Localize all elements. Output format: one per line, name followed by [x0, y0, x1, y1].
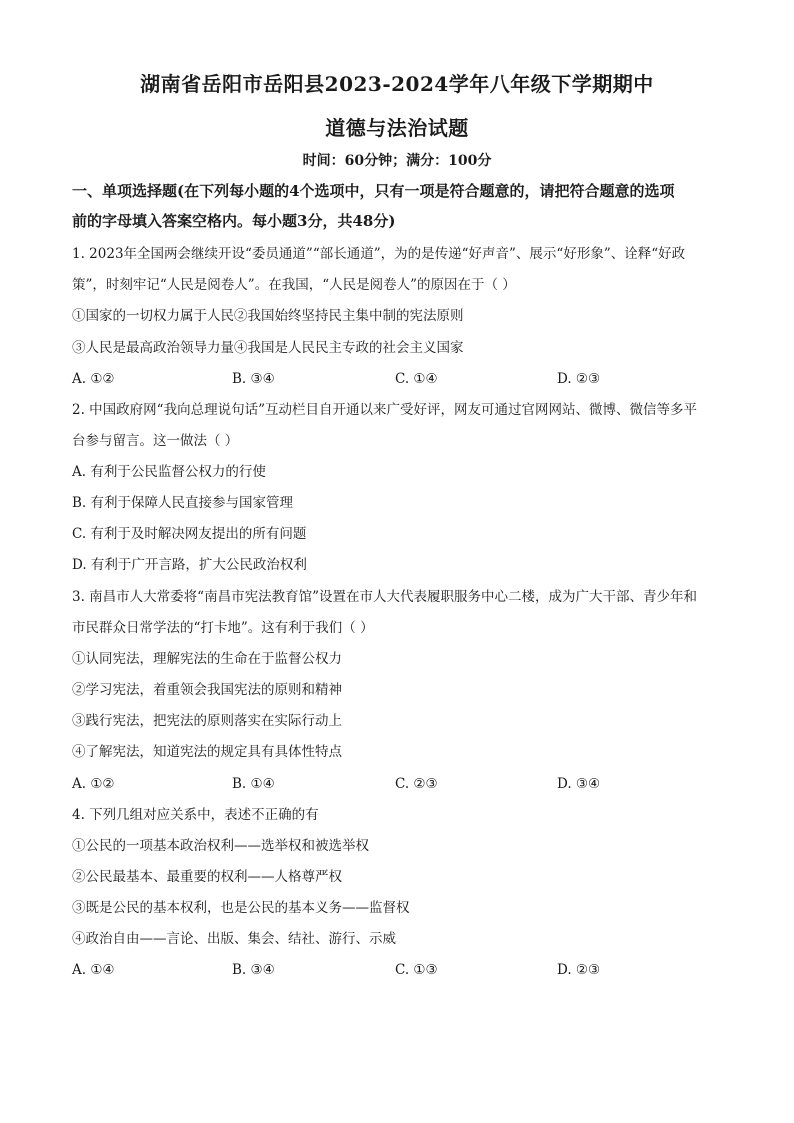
exam-title: 湖南省岳阳市岳阳县2023-2024学年八年级下学期期中: [140, 72, 654, 96]
question-1-option-b[interactable]: B. ③④: [232, 371, 275, 387]
time-and-score: 时间：60分钟；满分：100分: [302, 153, 492, 169]
question-3-option-d[interactable]: D. ③④: [557, 776, 601, 792]
question-1-statement: ③人民是最高政治领导力量④我国是人民民主专政的社会主义国家: [72, 340, 464, 356]
question-4-option-d[interactable]: D. ②③: [557, 962, 601, 978]
question-1-stem-cont: 策”，时刻牢记“人民是阅卷人”。在我国，“人民是阅卷人”的原因在于（ ）: [72, 277, 516, 293]
question-3-stem: 3. 南昌市人大常委将“南昌市宪法教育馆”设置在市人大代表履职服务中心二楼，成为广大干部、青少年和: [72, 589, 697, 605]
question-4-stem: 4. 下列几组对应关系中，表述不正确的有: [72, 807, 319, 823]
question-3-stem-cont: 市民群众日常学法的“打卡地”。这有利于我们（ ）: [72, 620, 374, 636]
question-4-statement: ③既是公民的基本权利，也是公民的基本义务——监督权: [72, 900, 410, 916]
question-4-option-b[interactable]: B. ③④: [232, 962, 275, 978]
question-1-option-d[interactable]: D. ②③: [557, 371, 601, 387]
exam-subject: 道德与法治试题: [325, 116, 469, 140]
question-1-statement: ①国家的一切权力属于人民②我国始终坚持民主集中制的宪法原则: [72, 308, 464, 324]
question-1-option-a[interactable]: A. ①②: [72, 371, 115, 387]
question-4-option-a[interactable]: A. ①④: [72, 962, 115, 978]
question-2-option-b[interactable]: B. 有利于保障人民直接参与国家管理: [72, 495, 294, 511]
question-4-statement: ②公民最基本、最重要的权利——人格尊严权: [72, 869, 342, 885]
question-2-stem-cont: 台参与留言。这一做法（ ）: [72, 433, 239, 449]
section-heading-cont: 前的字母填入答案空格内。每小题3分，共48分): [72, 212, 396, 230]
question-2-option-c[interactable]: C. 有利于及时解决网友提出的所有问题: [72, 526, 307, 542]
question-3-statement: ②学习宪法，着重领会我国宪法的原则和精神: [72, 682, 342, 698]
question-3-option-c[interactable]: C. ②③: [395, 776, 438, 792]
question-3-statement: ③践行宪法，把宪法的原则落实在实际行动上: [72, 713, 342, 729]
question-4-option-c[interactable]: C. ①③: [395, 962, 438, 978]
question-3-option-a[interactable]: A. ①②: [72, 776, 115, 792]
question-2-option-d[interactable]: D. 有利于广开言路，扩大公民政治权利: [72, 557, 307, 573]
question-2-stem: 2. 中国政府网“我向总理说句话”互动栏目自开通以来广受好评，网友可通过官网网站、微博、微信等多平: [72, 402, 697, 418]
question-1-stem: 1. 2023年全国两会继续开设“委员通道”“部长通道”，为的是传递“好声音”、展示“好形象”、诠释“好政: [72, 246, 686, 262]
question-3-statement: ④了解宪法，知道宪法的规定具有具体性特点: [72, 744, 342, 760]
question-3-option-b[interactable]: B. ①④: [232, 776, 275, 792]
question-4-statement: ①公民的一项基本政治权利——选举权和被选举权: [72, 838, 369, 854]
question-3-statement: ①认同宪法，理解宪法的生命在于监督公权力: [72, 651, 342, 667]
question-4-statement: ④政治自由——言论、出版、集会、结社、游行、示威: [72, 931, 396, 947]
section-heading: 一、单项选择题(在下列每小题的4个选项中，只有一项是符合题意的，请把符合题意的选项: [72, 182, 675, 200]
question-2-option-a[interactable]: A. 有利于公民监督公权力的行使: [72, 464, 266, 480]
question-1-option-c[interactable]: C. ①④: [395, 371, 438, 387]
